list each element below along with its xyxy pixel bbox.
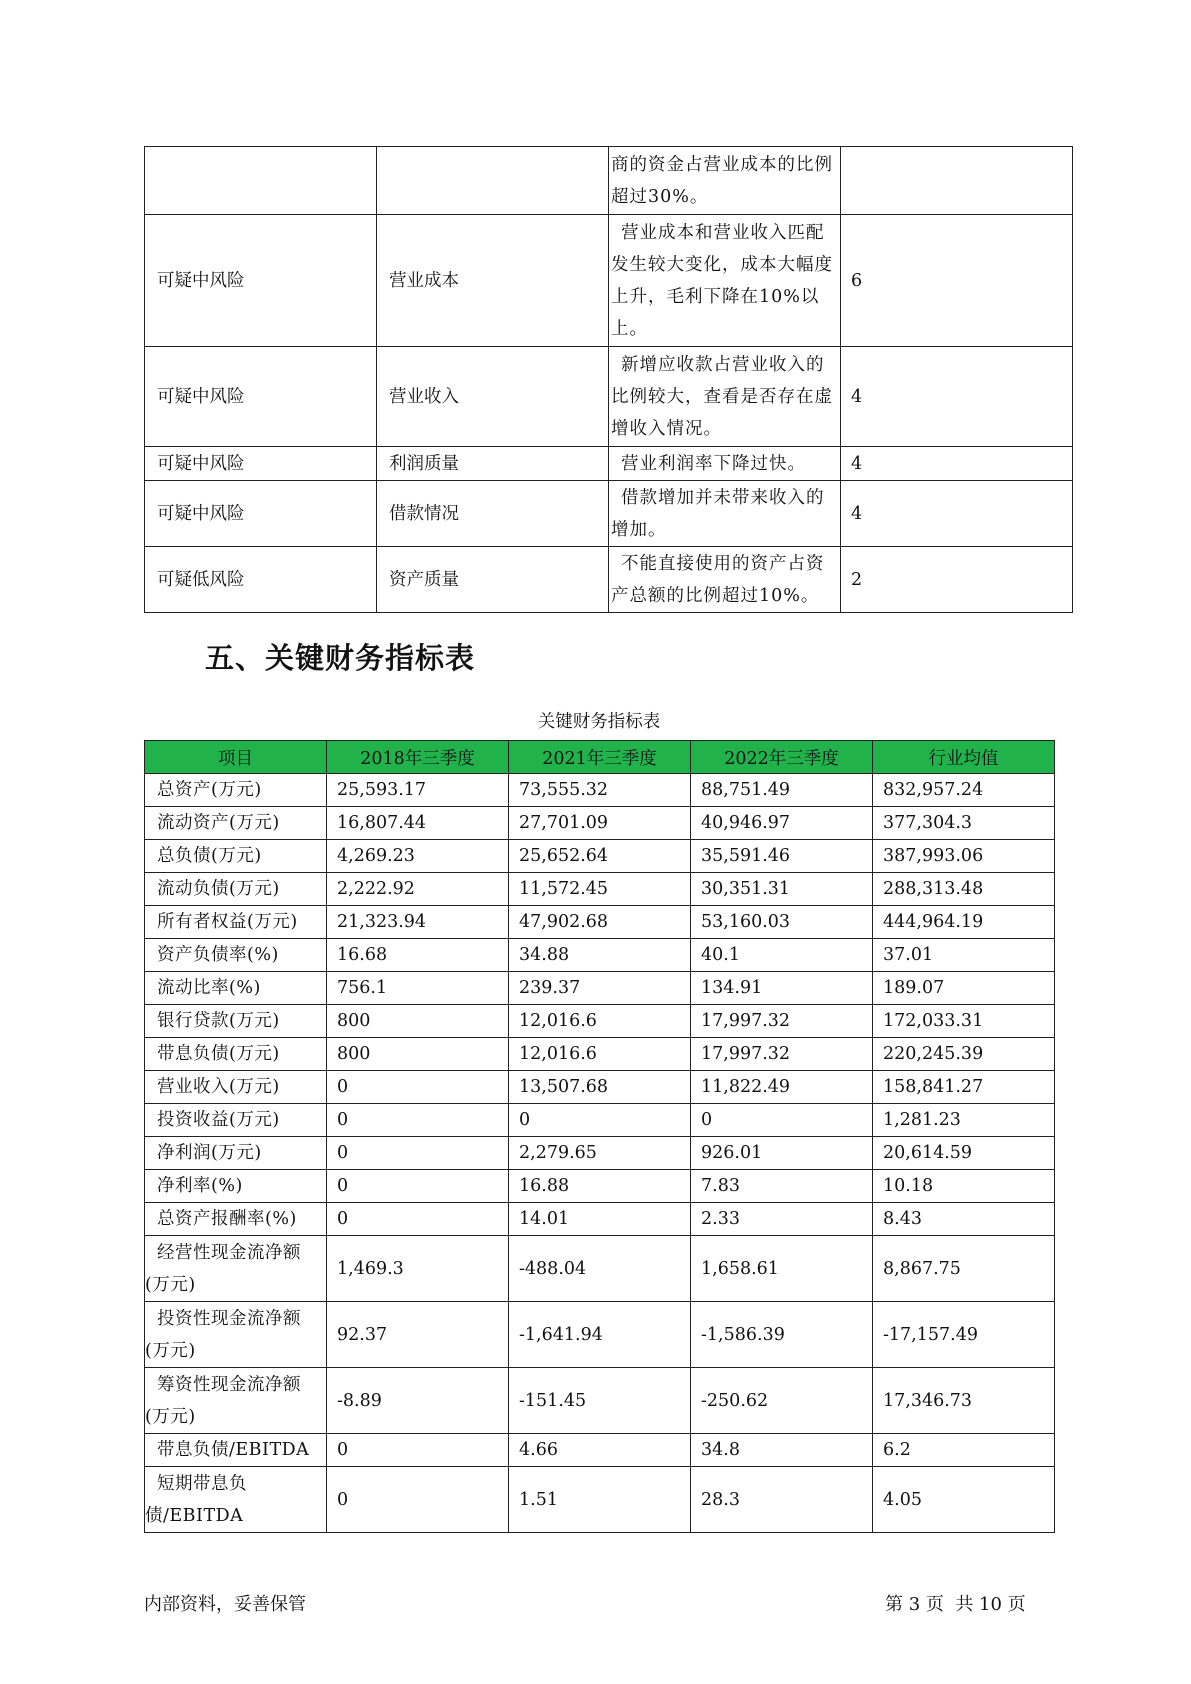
indicator-name: 流动比率(%)	[145, 972, 327, 1005]
indicator-name: 带息负债(万元)	[145, 1038, 327, 1071]
indicator-value: 926.01	[691, 1137, 873, 1170]
risk-item: 资产质量	[377, 547, 609, 613]
indicator-value: 88,751.49	[691, 774, 873, 807]
indicator-value: 134.91	[691, 972, 873, 1005]
risk-score: 2	[841, 547, 1073, 613]
indicator-value: 40.1	[691, 939, 873, 972]
risk-description: 商的资金占营业成本的比例超过30%。	[609, 147, 841, 215]
table-row	[145, 873, 1055, 906]
indicator-value: 28.3	[691, 1467, 873, 1533]
risk-item: 营业成本	[377, 215, 609, 347]
indicator-value: 92.37	[327, 1302, 509, 1368]
indicator-name: 资产负债率(%)	[145, 939, 327, 972]
table-row	[145, 1467, 1055, 1533]
indicator-name: 投资收益(万元)	[145, 1104, 327, 1137]
indicator-value: 8.43	[873, 1203, 1055, 1236]
indicator-value: 73,555.32	[509, 774, 691, 807]
indicator-value: 16.68	[327, 939, 509, 972]
table-row	[145, 1137, 1055, 1170]
risk-level: 可疑中风险	[145, 215, 377, 347]
column-header: 2018年三季度	[327, 741, 509, 774]
indicator-value: 8,867.75	[873, 1236, 1055, 1302]
table-row	[145, 1368, 1055, 1434]
indicator-value: 832,957.24	[873, 774, 1055, 807]
indicator-value: 35,591.46	[691, 840, 873, 873]
table-row	[145, 939, 1055, 972]
risk-row	[145, 347, 1073, 447]
indicator-name: 总负债(万元)	[145, 840, 327, 873]
indicator-value: 47,902.68	[509, 906, 691, 939]
indicator-value: 30,351.31	[691, 873, 873, 906]
indicator-value: 2,279.65	[509, 1137, 691, 1170]
indicator-value: 21,323.94	[327, 906, 509, 939]
risk-assessment-table	[144, 146, 1073, 613]
indicator-value: 11,822.49	[691, 1071, 873, 1104]
indicator-value: 11,572.45	[509, 873, 691, 906]
table-row	[145, 1170, 1055, 1203]
indicator-name: 流动负债(万元)	[145, 873, 327, 906]
indicator-value: 377,304.3	[873, 807, 1055, 840]
risk-description: 新增应收款占营业收入的比例较大，查看是否存在虚增收入情况。	[609, 347, 841, 447]
table-row	[145, 1302, 1055, 1368]
indicator-value: -1,586.39	[691, 1302, 873, 1368]
risk-row	[145, 215, 1073, 347]
column-header: 2022年三季度	[691, 741, 873, 774]
indicator-value: 7.83	[691, 1170, 873, 1203]
indicator-value: 444,964.19	[873, 906, 1055, 939]
indicator-value: 756.1	[327, 972, 509, 1005]
indicator-value: -1,641.94	[509, 1302, 691, 1368]
indicator-value: 0	[327, 1467, 509, 1533]
indicator-value: 0	[327, 1170, 509, 1203]
indicator-name: 净利率(%)	[145, 1170, 327, 1203]
indicator-name: 净利润(万元)	[145, 1137, 327, 1170]
footer-confidential-note: 内部资料，妥善保管	[144, 1594, 306, 1615]
indicator-value: 17,997.32	[691, 1005, 873, 1038]
indicator-name: 总资产报酬率(%)	[145, 1203, 327, 1236]
table-caption: 关键财务指标表	[537, 712, 661, 732]
table-row	[145, 840, 1055, 873]
risk-score: 6	[841, 215, 1073, 347]
table-row	[145, 1434, 1055, 1467]
risk-level: 可疑中风险	[145, 447, 377, 481]
table-row	[145, 1236, 1055, 1302]
risk-description: 营业成本和营业收入匹配发生较大变化，成本大幅度上升，毛利下降在10%以上。	[609, 215, 841, 347]
indicator-value: 10.18	[873, 1170, 1055, 1203]
section-heading: 五、关键财务指标表	[205, 641, 476, 675]
indicator-value: 13,507.68	[509, 1071, 691, 1104]
risk-score: 4	[841, 481, 1073, 547]
table-row	[145, 972, 1055, 1005]
risk-description: 不能直接使用的资产占资产总额的比例超过10%。	[609, 547, 841, 613]
indicator-name: 流动资产(万元)	[145, 807, 327, 840]
indicator-value: 0	[327, 1434, 509, 1467]
risk-level: 可疑中风险	[145, 481, 377, 547]
indicator-value: 800	[327, 1005, 509, 1038]
indicator-value: 12,016.6	[509, 1005, 691, 1038]
risk-row	[145, 481, 1073, 547]
indicator-value: 0	[691, 1104, 873, 1137]
risk-row	[145, 447, 1073, 481]
indicator-value: 0	[327, 1203, 509, 1236]
indicator-value: 20,614.59	[873, 1137, 1055, 1170]
table-row	[145, 1038, 1055, 1071]
indicator-value: -17,157.49	[873, 1302, 1055, 1368]
indicator-name: 总资产(万元)	[145, 774, 327, 807]
indicator-value: 4,269.23	[327, 840, 509, 873]
risk-item	[377, 147, 609, 215]
indicator-value: 27,701.09	[509, 807, 691, 840]
indicator-value: 1,281.23	[873, 1104, 1055, 1137]
indicator-value: 0	[327, 1071, 509, 1104]
indicator-value: 1,469.3	[327, 1236, 509, 1302]
indicator-value: 0	[509, 1104, 691, 1137]
indicator-name: 经营性现金流净额(万元)	[145, 1236, 327, 1302]
table-row	[145, 1104, 1055, 1137]
indicator-value: 34.88	[509, 939, 691, 972]
indicator-value: 37.01	[873, 939, 1055, 972]
indicator-value: 0	[327, 1104, 509, 1137]
risk-item: 借款情况	[377, 481, 609, 547]
table-row	[145, 1071, 1055, 1104]
risk-row	[145, 147, 1073, 215]
table-row	[145, 1203, 1055, 1236]
table-row	[145, 1005, 1055, 1038]
indicator-value: 25,652.64	[509, 840, 691, 873]
indicator-name: 带息负债/EBITDA	[145, 1434, 327, 1467]
indicator-name: 银行贷款(万元)	[145, 1005, 327, 1038]
indicator-value: 0	[327, 1137, 509, 1170]
indicator-value: 40,946.97	[691, 807, 873, 840]
indicator-value: 12,016.6	[509, 1038, 691, 1071]
indicator-value: 16.88	[509, 1170, 691, 1203]
indicator-name: 所有者权益(万元)	[145, 906, 327, 939]
risk-description: 借款增加并未带来收入的增加。	[609, 481, 841, 547]
risk-score: 4	[841, 347, 1073, 447]
financial-indicators-table	[144, 740, 1055, 1533]
indicator-name: 筹资性现金流净额(万元)	[145, 1368, 327, 1434]
risk-level	[145, 147, 377, 215]
indicator-value: 158,841.27	[873, 1071, 1055, 1104]
indicator-value: 239.37	[509, 972, 691, 1005]
indicator-value: -151.45	[509, 1368, 691, 1434]
indicator-name: 短期带息负债/EBITDA	[145, 1467, 327, 1533]
indicator-value: 189.07	[873, 972, 1055, 1005]
indicator-value: 14.01	[509, 1203, 691, 1236]
indicator-value: 800	[327, 1038, 509, 1071]
indicator-value: 17,997.32	[691, 1038, 873, 1071]
indicator-value: 6.2	[873, 1434, 1055, 1467]
indicator-value: 387,993.06	[873, 840, 1055, 873]
risk-score: 4	[841, 447, 1073, 481]
indicator-value: 2.33	[691, 1203, 873, 1236]
indicator-value: -8.89	[327, 1368, 509, 1434]
indicator-value: -250.62	[691, 1368, 873, 1434]
indicator-value: 220,245.39	[873, 1038, 1055, 1071]
indicator-value: 53,160.03	[691, 906, 873, 939]
risk-score	[841, 147, 1073, 215]
header-row	[145, 741, 1055, 774]
risk-level: 可疑中风险	[145, 347, 377, 447]
indicator-value: 288,313.48	[873, 873, 1055, 906]
indicator-value: 34.8	[691, 1434, 873, 1467]
risk-item: 营业收入	[377, 347, 609, 447]
indicator-value: 1.51	[509, 1467, 691, 1533]
indicator-value: 25,593.17	[327, 774, 509, 807]
indicator-value: 1,658.61	[691, 1236, 873, 1302]
indicator-value: 172,033.31	[873, 1005, 1055, 1038]
table-row	[145, 807, 1055, 840]
risk-item: 利润质量	[377, 447, 609, 481]
column-header: 2021年三季度	[509, 741, 691, 774]
indicator-value: 17,346.73	[873, 1368, 1055, 1434]
indicator-value: -488.04	[509, 1236, 691, 1302]
risk-level: 可疑低风险	[145, 547, 377, 613]
column-header: 行业均值	[873, 741, 1055, 774]
risk-row	[145, 547, 1073, 613]
table-row	[145, 906, 1055, 939]
indicator-name: 投资性现金流净额(万元)	[145, 1302, 327, 1368]
risk-description: 营业利润率下降过快。	[609, 447, 841, 481]
indicator-value: 2,222.92	[327, 873, 509, 906]
footer-page-number: 第 3 页 共 10 页	[885, 1594, 1026, 1615]
indicator-value: 4.05	[873, 1467, 1055, 1533]
indicator-value: 4.66	[509, 1434, 691, 1467]
indicator-value: 16,807.44	[327, 807, 509, 840]
table-row	[145, 774, 1055, 807]
column-header: 项目	[145, 741, 327, 774]
indicator-name: 营业收入(万元)	[145, 1071, 327, 1104]
